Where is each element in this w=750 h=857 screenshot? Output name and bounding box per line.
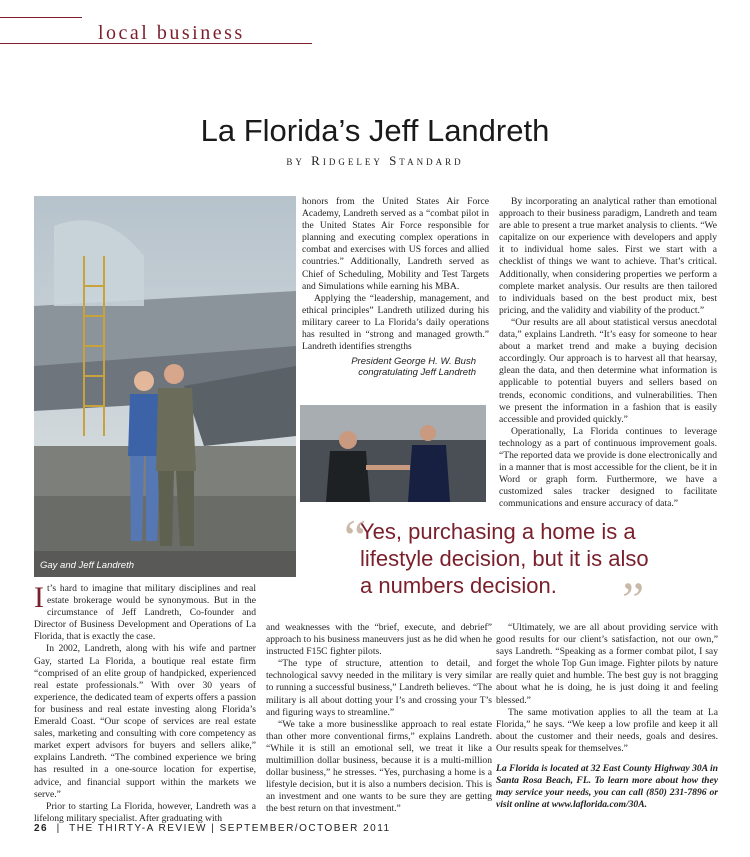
col3-bottom-paragraph2: The same motivation applies to all the team at La Florida,” he says. “We keep a low profile and keep it all about the customer and their needs, goals and desires. Our results speak for themselves.” (496, 706, 718, 754)
pull-quote: Yes, purchasing a home is a lifestyle decision, but it is also a numbers decision. (360, 519, 649, 598)
contact-info: La Florida is located at 32 East County Highway 30A in Santa Rosa Beach, FL. To learn more about how they may service your needs, you can call (850) 231-7896 or visit online at www.laflorida.com/30A. (496, 763, 718, 811)
bush-photo-illustration (300, 405, 486, 502)
col3-bottom (496, 622, 718, 811)
col3-paragraph3: Operationally, La Florida continues to leverage technology as a part of continuous improvement goals. “The reported data we provide is done electronically and in a manner that is most accessible for the client, be it in Word or graph form. Furthermore, we have a customized sales tracker designed to facilitate communications and ensure accuracy of data.” (499, 425, 717, 510)
col3-top (499, 196, 717, 510)
photo-bush-landreth (300, 405, 486, 502)
col1-paragraph2: In 2002, Landreth, along with his wife and partner Gay, started La Florida, a boutique real estate firm “comprised of an elite group of handpicked, experienced real estate professionals.” With over 30 years of experience, the dedicated team of experts offers a passion for business and real estate investing along Florida’s Emerald Coast. “Our scope of services are real estate sales, marketing and consulting with core competency as market expert advisors for buyers and sellers alike,” explains Landreth. “The combined experience we bring has resulted in a one-source location for expertise, advice, and financial support within the markets we serve.” (34, 643, 256, 800)
col2-top-paragraph2: Applying the “leadership, management, and ethical principles” Landreth utilized during his military career to La Florida’s daily operations has resulted in “strong and managed growth.” Landreth identifies strengths (302, 292, 489, 353)
open-quote-mark: “ (344, 509, 367, 565)
footer-text: THE THIRTY-A REVIEW | SEPTEMBER/OCTOBER 2011 (69, 823, 391, 834)
col2-bottom-paragraph2: “The type of structure, attention to detail, and technological savvy needed in the military is very similar to running a successful business,” Landreth believes. “The military is all about dotting your I’s and crossing your T’s and figuring ways to streamline.” (266, 658, 492, 718)
col1-paragraph1: t’s hard to imagine that military disciplines and real estate brokerage would be synonymous. But in the circumstance of Jeff Landreth, Co-founder and Director of Business Development and Operations of La Florida, that is exactly the case. (34, 583, 256, 643)
col2-bottom (266, 622, 492, 816)
photo1-caption: Gay and Jeff Landreth (40, 560, 135, 571)
page-number: 26 (34, 823, 49, 834)
photo2-caption-line1: President George H. W. Bush (351, 356, 476, 367)
header-rule (0, 43, 312, 44)
col3-paragraph2: “Our results are all about statistical versus anecdotal data,” explains Landreth. “It’s easy for someone to hear about a market trend and make a buying decision accordingly. Our approach is to harvest all that hearsay, glean the data, and then determine what information is applicable to potential buyers and sellers based on trends, economic conditions, and vulnerabilities. Then we present the information in a fashion that is easily accessible and provided quickly.” (499, 316, 717, 425)
section-label: local business (98, 22, 245, 44)
photo2-caption (316, 356, 476, 378)
header-rule-left (0, 17, 82, 18)
article-byline: by Ridgeley Standard (286, 153, 464, 168)
article-title: La Florida’s Jeff Landreth (200, 113, 550, 148)
col2-top (302, 196, 489, 353)
close-quote-mark: ” (622, 571, 645, 627)
col2-bottom-paragraph1: and weaknesses with the “brief, execute, and debrief” approach to his business maneuvers just as he did when he instructed F15C fighter pilots. (266, 622, 492, 658)
photo2-caption-line2: congratulating Jeff Landreth (358, 367, 476, 378)
col1-paragraph3: Prior to starting La Florida, however, Landreth was a lifelong military specialist. After graduating with (34, 800, 256, 824)
col2-top-paragraph1: honors from the United States Air Force Academy, Landreth served as a “combat pilot in the United States Air Force responsible for planning and executing complex operations in combat and exercises with US forces and allied countries.” Additionally, Landreth served as Chief of Scheduling, Mobility and Test Targets and Simulations while earning his MBA. (302, 196, 489, 292)
col3-bottom-paragraph1: “Ultimately, we are all about providing service with good results for our client’s satisfaction, not our own,” says Landreth. “Speaking as a former combat pilot, I say forget the whole Top Gun image. Fighter pilots by nature are really quiet and humble. The best guy is not bragging about what he is doing, he is just doing it and feeling blessed.” (496, 622, 718, 706)
col3-paragraph1: By incorporating an analytical rather than emotional approach to their business paradigm, Landreth and team are able to present a true market analysis to clients. “We capitalize on our experience with developers and apply it to individual home sales. First we start with a checklist of things we want to achieve. That’s critical. Additionally, when considering properties we perform a complete market analysis. Our results are then tailored to individuals based on the best product mix, best pricing, and the validity and viability of the product.” (499, 196, 717, 316)
photo-landreths-jet (34, 196, 296, 577)
col1-bottom (34, 583, 256, 825)
jet-photo-illustration (34, 196, 296, 577)
col2-bottom-paragraph3: “We take a more businesslike approach to real estate than other more conventional firms,” explains Landreth. “While it is still an emotional sell, we treat it like a multimillion dollar business, because it is a multi-million dollar business,” he stresses. “Yes, purchasing a home is a lifestyle decision, but it is also a numbers decision. This is an investment and one wants to be sure they are getting the best return on that investment.” (266, 718, 492, 815)
page-footer: 26 | THE THIRTY-A REVIEW | SEPTEMBER/OCTOBER 2011 (34, 823, 391, 834)
drop-cap: I (34, 581, 44, 614)
